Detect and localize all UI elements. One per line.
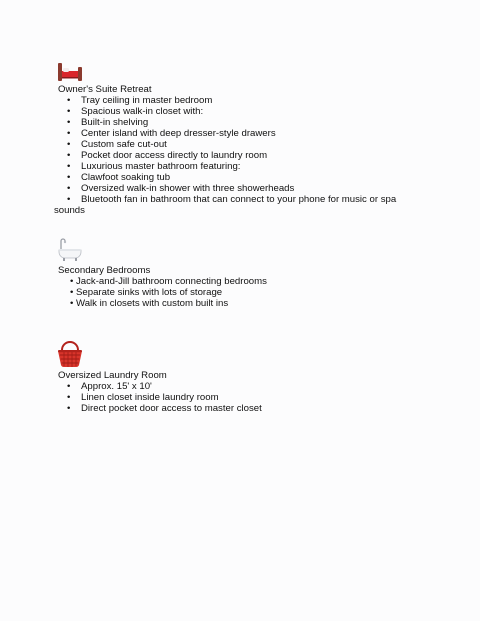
list-item: • Custom safe cut-out	[67, 139, 167, 150]
list-item: • Clawfoot soaking tub	[67, 172, 171, 183]
list-item: • Separate sinks with lots of storage	[70, 287, 223, 298]
section-list	[57, 381, 457, 414]
section-heading: Oversized Laundry Room	[58, 370, 167, 381]
list-item: • Walk in closets with custom built ins	[70, 298, 229, 309]
section-heading: Owner's Suite Retreat	[58, 84, 152, 95]
list-item: • Bluetooth fan in bathroom that can connect to your phone for music or spa	[67, 194, 397, 205]
list-item: • Built-in shelving	[67, 117, 149, 128]
list-item: • Center island with deep dresser-style drawers	[67, 128, 276, 139]
list-item: • Tray ceiling in master bedroom	[67, 95, 213, 106]
bathtub-icon	[57, 237, 83, 263]
list-item: • Linen closet inside laundry room	[67, 392, 219, 403]
list-item: • Luxurious master bathroom featuring:	[67, 161, 241, 172]
bed-icon	[57, 62, 83, 82]
list-item-continuation: sounds	[54, 205, 85, 216]
section-list	[54, 95, 457, 216]
list-item: • Oversized walk-in shower with three showerheads	[67, 183, 295, 194]
list-item: • Spacious walk-in closet with:	[67, 106, 204, 117]
section-heading: Secondary Bedrooms	[58, 265, 151, 276]
section-list	[57, 276, 457, 309]
list-item: • Jack-and-Jill bathroom connecting bedrooms	[70, 276, 267, 287]
list-item: • Pocket door access directly to laundry room	[67, 150, 268, 161]
laundry-basket-icon	[57, 340, 83, 368]
list-item: • Approx. 15' x 10'	[67, 381, 152, 392]
list-item: • Direct pocket door access to master closet	[67, 403, 262, 414]
